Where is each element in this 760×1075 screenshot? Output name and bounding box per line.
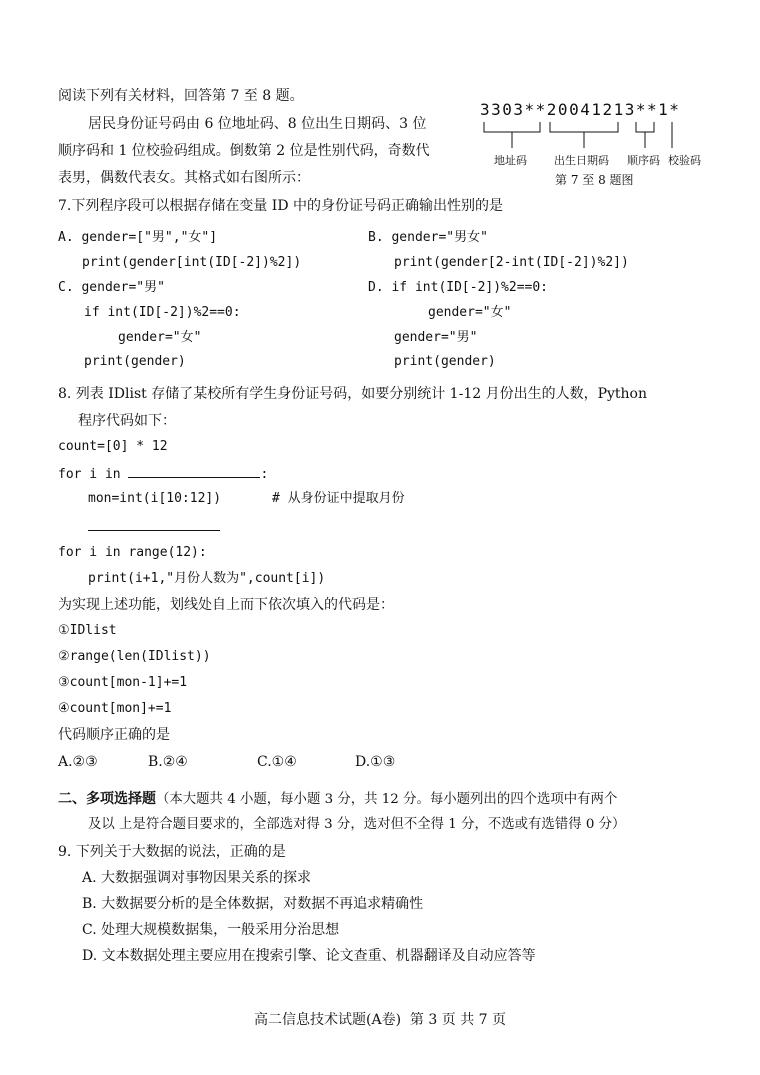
q8-item-4: ④count[mon]+=1	[58, 701, 172, 716]
q8-option-a: A.②③	[58, 754, 98, 770]
q7-option-a-line1: A. gender=["男","女"]	[58, 230, 218, 245]
label-sequence: 顺序码	[627, 154, 660, 167]
q7-stem: 7.下列程序段可以根据存储在变量 ID 中的身份证号码正确输出性别的是	[58, 198, 504, 214]
figure-id-number: 3303**20041213**1*	[480, 100, 681, 119]
q8-ask2: 代码顺序正确的是	[58, 727, 170, 743]
q8-stem-line2: 程序代码如下：	[78, 413, 176, 429]
q7-option-d-line1: D. if int(ID[-2])%2==0:	[368, 280, 549, 295]
code-line-3: mon=int(i[10:12])	[88, 491, 222, 506]
q7-option-b-line2: print(gender[2-int(ID[-2])%2])	[394, 255, 629, 270]
code-line-2-prefix: for i in	[58, 467, 121, 482]
q8-item-2: ②range(len(IDlist))	[58, 649, 211, 664]
q7-option-d-line2: gender="女"	[428, 305, 512, 320]
code-line-2-suffix: :	[260, 467, 269, 482]
q9-option-c: C. 处理大规模数据集，一般采用分治思想	[82, 922, 340, 938]
q8-option-d: D.①③	[355, 754, 396, 770]
section2-desc-line1: （本大题共 4 小题，每小题 3 分，共 12 分。每小题列出的四个选项中有两个	[156, 792, 618, 807]
label-address: 地址码	[494, 154, 527, 167]
material-line-3: 表男，偶数代表女。其格式如右图所示：	[58, 170, 310, 186]
material-line-1: 居民身份证号码由 6 位地址码、8 位出生日期码、3 位	[88, 116, 427, 132]
q9-option-d: D. 文本数据处理主要应用在搜索引擎、论文查重、机器翻译及自动应答等	[82, 948, 536, 964]
q7-option-c-line2: if int(ID[-2])%2==0:	[84, 305, 241, 320]
bracket-sequence	[636, 122, 654, 132]
q8-item-3: ③count[mon-1]+=1	[58, 675, 188, 690]
q8-item-1: ①IDlist	[58, 623, 117, 638]
section2-title: 二、多项选择题	[58, 791, 156, 807]
figure-caption: 第 7 至 8 题图	[555, 173, 634, 187]
label-birthdate: 出生日期码	[554, 154, 609, 167]
q7-option-d-line3: gender="男"	[394, 330, 478, 345]
q8-option-b: B.②④	[148, 754, 188, 770]
q7-option-c-line1: C. gender="男"	[58, 280, 165, 295]
q7-option-d-line4: print(gender)	[394, 354, 496, 369]
q7-option-c-line4: print(gender)	[84, 354, 186, 369]
code-blank-1	[128, 463, 260, 478]
label-check: 校验码	[668, 154, 701, 167]
q7-option-a-line2: print(gender[int(ID[-2])%2])	[82, 255, 302, 270]
q8-option-c: C.①④	[257, 754, 297, 770]
page-footer: 高二信息技术试题(A卷) 第 3 页 共 7 页	[254, 1012, 506, 1028]
code-line-3-comment: # 从身份证中提取月份	[272, 491, 405, 506]
bracket-birthdate	[550, 122, 618, 132]
q8-stem-line1: 8. 列表 IDlist 存储了某校所有学生身份证号码，如要分别统计 1-12 月份出生的人数，Python	[58, 386, 647, 402]
q9-option-a: A. 大数据强调对事物因果关系的探求	[82, 870, 312, 886]
code-line-5: for i in range(12):	[58, 545, 207, 560]
q7-option-b-line1: B. gender="男女"	[368, 230, 488, 245]
code-line-4	[88, 516, 220, 537]
code-line-6: print(i+1,"月份人数为",count[i])	[88, 571, 326, 586]
section2-desc-line2: 及以 上是符合题目要求的，全部选对得 3 分，选对但不全得 1 分，不选或有选错得 0 分）	[88, 817, 626, 832]
intro-text: 阅读下列有关材料，回答第 7 至 8 题。	[58, 88, 304, 104]
code-line-1: count=[0] * 12	[58, 439, 168, 454]
q9-option-b: B. 大数据要分析的是全体数据，对数据不再追求精确性	[82, 896, 424, 912]
material-line-2: 顺序码和 1 位校验码组成。倒数第 2 位是性别代码，奇数代	[58, 143, 430, 159]
q9-stem: 9. 下列关于大数据的说法，正确的是	[58, 844, 286, 860]
section2-heading	[58, 789, 617, 810]
code-line-2	[58, 463, 268, 485]
q7-option-c-line3: gender="女"	[118, 330, 202, 345]
q8-ask: 为实现上述功能，划线处自上而下依次填入的代码是：	[58, 597, 394, 613]
bracket-address	[484, 122, 540, 132]
code-blank-2	[88, 516, 220, 531]
